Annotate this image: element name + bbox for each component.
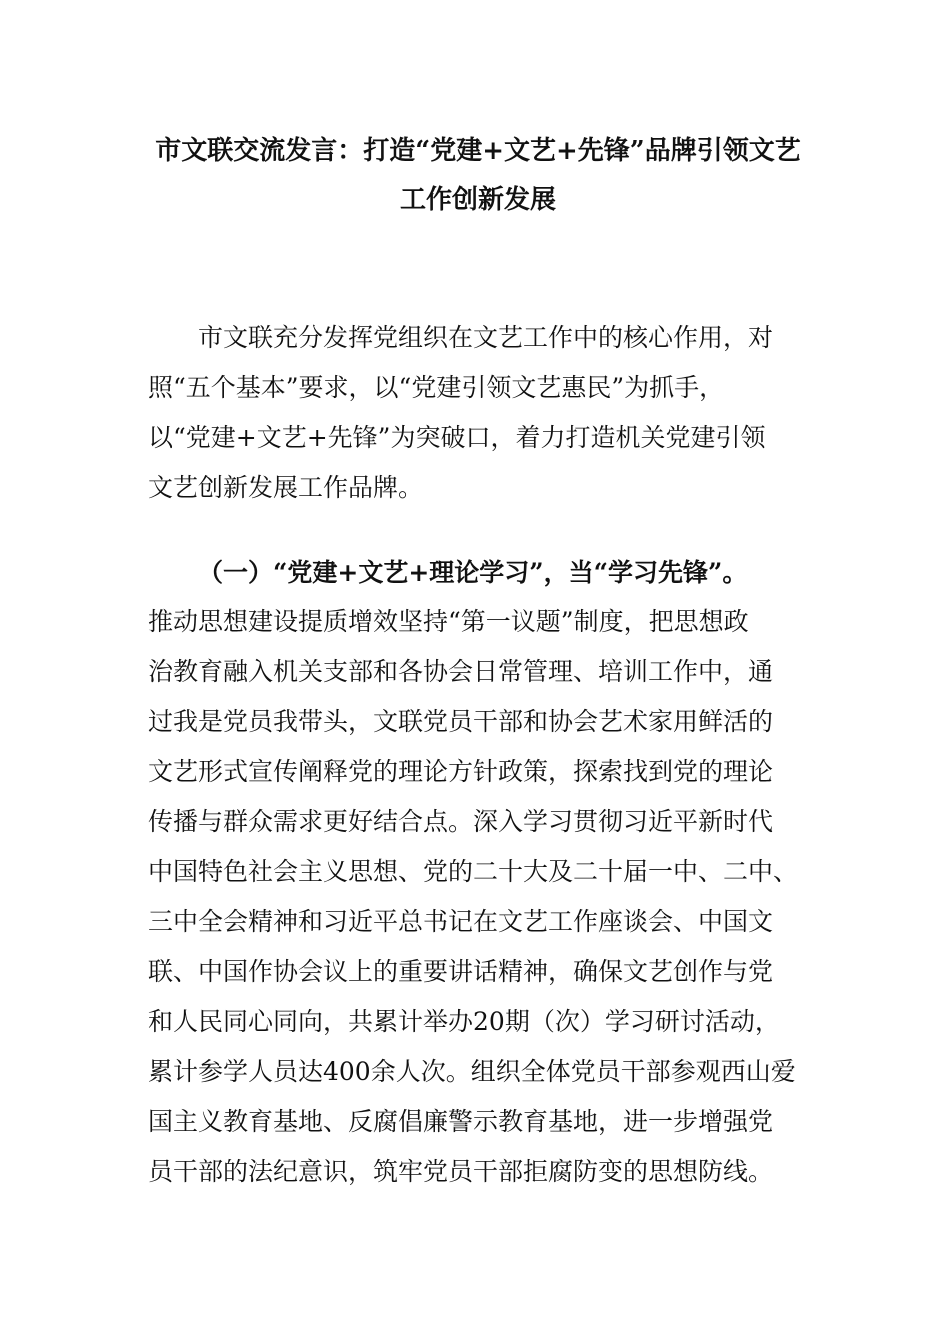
intro-line-2: 照“五个基本”要求，以“党建引领文艺惠民”为抓手， (148, 373, 725, 402)
section-1-line-9: 和人民同心同向，共累计举办20期（次）学习研讨活动， (148, 1007, 780, 1036)
intro-line-1: 市文联充分发挥党组织在文艺工作中的核心作用，对 (198, 323, 774, 352)
section-1-line-5: 传播与群众需求更好结合点。深入学习贯彻习近平新时代 (148, 807, 774, 836)
section-1-line-3: 过我是党员我带头，文联党员干部和协会艺术家用鲜活的 (148, 707, 774, 736)
document-title-line-2: 工作创新发展 (399, 185, 556, 215)
section-1-line-8: 联、中国作协会议上的重要讲话精神，确保文艺创作与党 (148, 957, 774, 986)
section-1-line-6: 中国特色社会主义思想、党的二十大及二十届一中、二中、 (148, 857, 799, 886)
section-1-line-10: 累计参学人员达400余人次。组织全体党员干部参观西山爱 (148, 1057, 796, 1086)
intro-line-3: 以“党建+文艺+先锋”为突破口，着力打造机关党建引领 (148, 423, 766, 452)
section-1-heading: （一）“党建+文艺+理论学习”，当“学习先锋”。 (198, 558, 748, 587)
intro-line-4: 文艺创新发展工作品牌。 (148, 473, 424, 502)
section-1-line-12: 员干部的法纪意识，筑牢党员干部拒腐防变的思想防线。 (148, 1157, 774, 1186)
section-1-line-4: 文艺形式宣传阐释党的理论方针政策，探索找到党的理论 (148, 757, 774, 786)
section-1-line-11: 国主义教育基地、反腐倡廉警示教育基地，进一步增强党 (148, 1107, 774, 1136)
document-title-line-1: 市文联交流发言：打造“党建+文艺+先锋”品牌引领文艺 (155, 136, 801, 166)
section-1-line-7: 三中全会精神和习近平总书记在文艺工作座谈会、中国文 (148, 907, 774, 936)
section-1-line-2: 治教育融入机关支部和各协会日常管理、培训工作中，通 (148, 657, 774, 686)
section-1-line-1: 推动思想建设提质增效坚持“第一议题”制度，把思想政 (148, 607, 749, 636)
